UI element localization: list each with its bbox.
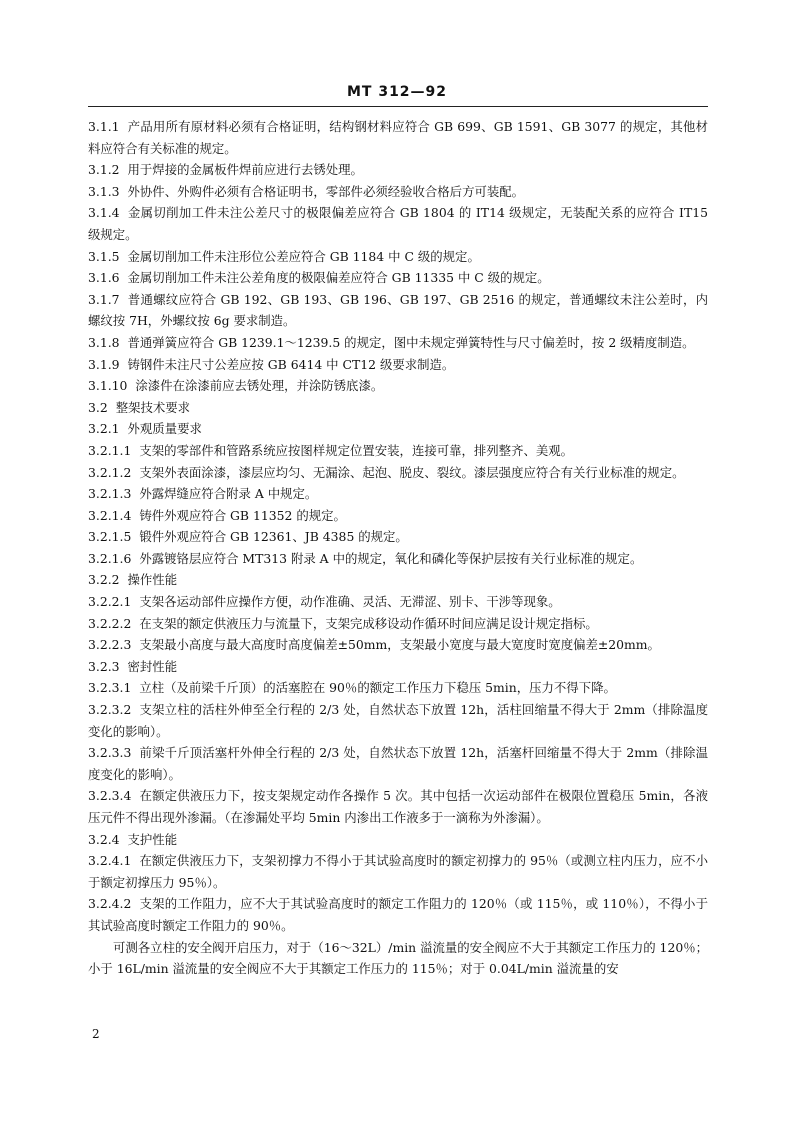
clause-text: 产品用所有原材料必须有合格证明，结构钢材料应符合 GB 699、GB 1591、GB 3077 的规定，其他材料应符合有关标准的规定。: [88, 119, 708, 156]
clause-number: 3.2.2: [88, 572, 120, 588]
clause-number: 3.1.7: [88, 291, 120, 307]
clause-number: 3.2.3.1: [88, 680, 132, 696]
clause-3-1-7: [88, 289, 708, 332]
clause-number: 3.1.10: [88, 378, 128, 394]
clause-number: 3.2: [88, 399, 108, 415]
clause-number: 3.2.1: [88, 421, 120, 437]
clause-number: 3.2.4: [88, 831, 120, 847]
clause-3-2-2-1: [88, 591, 708, 613]
clause-text: 锻件外观应符合 GB 12361、JB 4385 的规定。: [139, 529, 408, 545]
clause-text: 支架的零部件和管路系统应按图样规定位置安装，连接可靠，排列整齐、美观。: [139, 442, 574, 458]
clause-text: 在支架的额定供液压力与流量下，支架完成移设动作循环时间应满足设计规定指标。: [139, 615, 598, 631]
clause-text: 在额定供液压力下，支架初撑力不得小于其试验高度时的额定初撑力的 95％（或测立柱内压力，应不小于额定初撑压力 95％）。: [88, 853, 708, 890]
clause-3-2-4-1: [88, 850, 708, 893]
clause-text: 支架外表面涂漆，漆层应均匀、无漏涂、起泡、脱皮、裂纹。漆层强度应符合有关行业标准的规定。: [139, 464, 685, 480]
clause-number: 3.1.5: [88, 248, 120, 264]
clause-number: 3.2.1.1: [88, 442, 132, 458]
clause-3-2-2-2: [88, 613, 708, 635]
clause-text: 涂漆件在涂漆前应去锈处理，并涂防锈底漆。: [135, 378, 384, 394]
clause-text: 金属切削加工件未注公差角度的极限偏差应符合 GB 11335 中 C 级的规定。: [127, 270, 550, 286]
clause-number: 3.2.4.1: [88, 853, 132, 869]
clause-3-2-1-3: [88, 483, 708, 505]
clause-number: 3.1.3: [88, 183, 120, 199]
section-heading-3-2-3: [88, 656, 708, 678]
clause-3-2-1-4: [88, 505, 708, 527]
clause-number: 3.1.6: [88, 270, 120, 286]
clause-number: 3.2.3: [88, 658, 120, 674]
clause-text: 外露焊缝应符合附录 A 中规定。: [139, 486, 318, 502]
section-heading-3-2: [88, 397, 708, 419]
page-number: 2: [92, 1027, 100, 1041]
clause-3-2-3-3: [88, 742, 708, 785]
clause-number: 3.1.1: [88, 119, 120, 134]
clause-text: 金属切削加工件未注公差尺寸的极限偏差应符合 GB 1804 的 IT14 级规定，无装配关系的应符合 IT15 级规定。: [88, 205, 708, 242]
clause-text: 铸钢件未注尺寸公差应按 GB 6414 中 CT12 级要求制造。: [127, 356, 455, 372]
clause-number: 3.2.1.6: [88, 550, 132, 566]
clause-number: 3.2.2.1: [88, 594, 132, 610]
clause-text: 整架技术要求: [115, 399, 191, 415]
clause-number: 3.1.2: [88, 162, 120, 178]
clause-text: 普通弹簧应符合 GB 1239.1～1239.5 的规定，图中未规定弹簧特性与尺寸偏差时，按 2 级精度制造。: [127, 334, 695, 350]
clause-number: 3.1.8: [88, 334, 120, 350]
clause-text: 铸件外观应符合 GB 11352 的规定。: [139, 507, 346, 523]
clause-text: 金属切削加工件未注形位公差应符合 GB 1184 中 C 级的规定。: [127, 248, 480, 264]
clause-number: 3.1.4: [88, 205, 120, 221]
clause-text: 支架最小高度与最大高度时高度偏差±50mm，支架最小宽度与最大宽度时宽度偏差±20mm。: [139, 637, 660, 653]
page-header: MT 312—92: [346, 84, 448, 100]
clause-3-2-3-4: [88, 785, 708, 828]
clause-number: 3.2.1.5: [88, 529, 132, 545]
clause-3-1-8: [88, 332, 708, 354]
clause-text: 支架立柱的活柱外伸至全行程的 2/3 处，自然状态下放置 12h，活柱回缩量不得大于 2mm（排除温度变化的影响）。: [88, 702, 708, 739]
clause-3-1-1: [88, 116, 708, 159]
clause-text: 普通螺纹应符合 GB 192、GB 193、GB 196、GB 197、GB 2516 的规定，普通螺纹未注公差时，内螺纹按 7H，外螺纹按 6g 要求制造。: [88, 291, 708, 329]
clause-3-1-4: [88, 202, 708, 245]
clause-number: 3.2.4.2: [88, 896, 132, 912]
clause-text: 外协件、外购件必须有合格证明书，零部件必须经验收合格后方可装配。: [127, 183, 525, 199]
clause-3-1-3: [88, 181, 708, 203]
clause-text: 支架的工作阻力，应不大于其试验高度时的额定工作阻力的 120％（或 115％，或 110％），不得小于其试验高度时额定工作阻力的 90％。: [88, 896, 708, 933]
clause-text: 前梁千斤顶活塞杆外伸全行程的 2/3 处，自然状态下放置 12h，活塞杆回缩量不得大于 2mm（排除温度变化的影响）。: [88, 745, 708, 782]
clause-3-2-1-6: [88, 548, 708, 570]
section-heading-3-2-4: [88, 829, 708, 851]
clause-3-2-1-1: [88, 440, 708, 462]
clause-text: 立柱（及前梁千斤顶）的活塞腔在 90％的额定工作压力下稳压 5min，压力不得下降。: [139, 680, 616, 696]
clause-text: 在额定供液压力下，按支架规定动作各操作 5 次。其中包括一次运动部件在极限位置稳压 5min，各液压元件不得出现外渗漏。（在渗漏处平均 5min 内渗出工作液多于一滴称为外渗漏）。: [88, 788, 708, 825]
clause-text: 支护性能: [127, 831, 178, 847]
clause-3-2-3-1: [88, 677, 708, 699]
clause-3-1-2: [88, 159, 708, 181]
clause-text: 密封性能: [127, 658, 178, 674]
clause-3-1-6: [88, 267, 708, 289]
clause-3-2-2-3: [88, 634, 708, 656]
clause-number: 3.2.1.2: [88, 464, 132, 480]
clause-3-2-1-2: [88, 462, 708, 484]
clause-number: 3.2.3.4: [88, 788, 132, 804]
document-body: [88, 116, 708, 980]
clause-text: 外露镀铬层应符合 MT313 附录 A 中的规定，氧化和磷化等保护层按有关行业标准的规定。: [139, 550, 643, 566]
clause-text: 支架各运动部件应操作方便，动作准确、灵活、无滞涩、别卡、干涉等现象。: [139, 594, 561, 610]
clause-3-1-5: [88, 246, 708, 268]
clause-number: 3.1.9: [88, 356, 120, 372]
clause-text: 外观质量要求: [127, 421, 202, 437]
clause-number: 3.2.2.2: [88, 615, 132, 631]
clause-text: 用于焊接的金属板件焊前应进行去锈处理。: [127, 162, 363, 178]
clause-number: 3.2.1.3: [88, 486, 132, 502]
clause-number: 3.2.3.3: [88, 745, 132, 761]
header-rule: [88, 106, 708, 107]
clause-text: 操作性能: [127, 572, 178, 588]
clause-number: 3.2.1.4: [88, 507, 132, 523]
clause-3-2-1-5: [88, 526, 708, 548]
clause-number: 3.2.2.3: [88, 637, 132, 653]
clause-number: 3.2.3.2: [88, 702, 132, 718]
clause-3-2-4-2: [88, 893, 708, 936]
clause-3-1-10: [88, 375, 708, 397]
continuation-paragraph: 可测各立柱的安全阀开启压力，对于（16～32L）/min 溢流量的安全阀应不大于其额定工作压力的 120％；小于 16L/min 溢流量的安全阀应不大于其额定工作压力的 115％；对于 0.04L/min 溢流量的安: [88, 939, 708, 977]
clause-3-1-9: [88, 354, 708, 376]
section-heading-3-2-1: [88, 418, 708, 440]
section-heading-3-2-2: [88, 569, 708, 591]
clause-3-2-3-2: [88, 699, 708, 742]
